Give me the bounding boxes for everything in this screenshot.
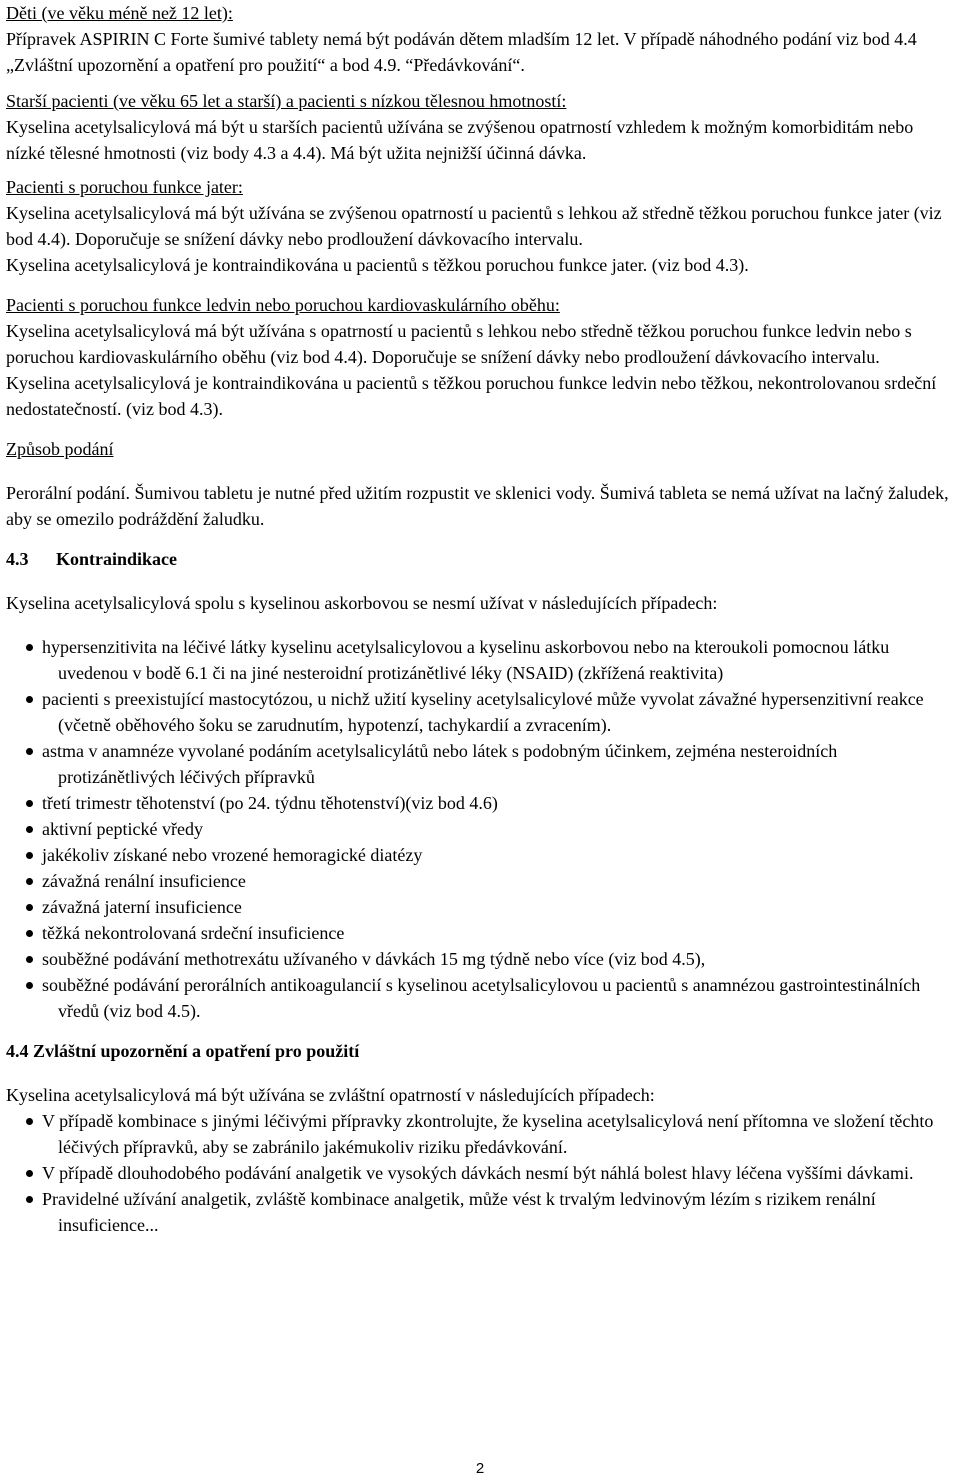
list-item: hypersenzitivita na léčivé látky kyselinu acetylsalicylovou a kyselinu askorbovou nebo na kteroukoli pomocnou látku uvedenou v bodě 6.1 či na jiné nesteroidní protizánětlivé léky (NSAID) (zkřížená reaktivita) [6, 634, 956, 686]
section-4-3-title: Kontraindikace [56, 549, 178, 569]
list-item: souběžné podávání perorálních antikoagulancií s kyselinou acetylsalicylovou u pacientů s anamnézou gastrointestinálních vředů (viz bod 4.5). [6, 972, 956, 1024]
contraindication-list [6, 634, 956, 1024]
bullet-icon [26, 1170, 33, 1177]
kidney-heading: Pacienti s poruchou funkce ledvin nebo poruchou kardiovaskulárního oběhu: [6, 295, 560, 315]
list-item: astma v anamnéze vyvolané podáním acetylsalicylátů nebo látek s podobným účinkem, zejména nesteroidních protizánětlivých léčivých přípravků [6, 738, 956, 790]
list-item: souběžné podávání methotrexátu užívaného v dávkách 15 mg týdně nebo více (viz bod 4.5), [6, 946, 956, 972]
list-item: jakékoliv získané nebo vrozené hemoragické diatézy [6, 842, 956, 868]
bullet-icon [26, 800, 33, 807]
kidney-text-2: Kyselina acetylsalicylová je kontraindikována u pacientů s těžkou poruchou funkce ledvin nebo těžkou, nekontrolovanou srdeční nedostatečností. (viz bod 4.3). [6, 373, 937, 419]
precaution-list [6, 1108, 956, 1238]
bullet-icon [26, 956, 33, 963]
page-number: 2 [475, 1460, 485, 1477]
bullet-icon [26, 826, 33, 833]
list-item: závažná jaterní insuficience [6, 894, 956, 920]
section-4-3-intro: Kyselina acetylsalicylová spolu s kyselinou askorbovou se nesmí užívat v následujících případech: [6, 593, 718, 613]
administration-heading: Způsob podání [6, 439, 114, 459]
elderly-text: Kyselina acetylsalicylová má být u starších pacientů užívána se zvýšenou opatrností vzhledem k možným komorbiditám nebo nízké tělesné hmotnosti (viz body 4.3 a 4.4). Má být užita nejnižší účinná dávka. [6, 117, 914, 163]
section-4-4-intro: Kyselina acetylsalicylová má být užívána se zvláštní opatrností v následujících případech: [6, 1085, 655, 1105]
bullet-icon [26, 1118, 33, 1125]
elderly-heading: Starší pacienti (ve věku 65 let a starší) a pacienti s nízkou tělesnou hmotností: [6, 91, 567, 111]
list-item: Pravidelné užívání analgetik, zvláště kombinace analgetik, může vést k trvalým ledvinovým lézím s rizikem renální insuficience... [6, 1186, 956, 1238]
bullet-icon [26, 982, 33, 989]
liver-text-2: Kyselina acetylsalicylová je kontraindikována u pacientů s těžkou poruchou funkce jater. (viz bod 4.3). [6, 255, 749, 275]
list-item: závažná renální insuficience [6, 868, 956, 894]
bullet-icon [26, 1196, 33, 1203]
liver-heading: Pacienti s poruchou funkce jater: [6, 177, 243, 197]
bullet-icon [26, 852, 33, 859]
list-item: aktivní peptické vředy [6, 816, 956, 842]
bullet-icon [26, 696, 33, 703]
liver-text: Kyselina acetylsalicylová má být užívána se zvýšenou opatrností u pacientů s lehkou až středně těžkou poruchou funkce jater (viz bod 4.4). Doporučuje se snížení dávky nebo prodloužení dávkovacího intervalu. [6, 203, 942, 249]
list-item: V případě dlouhodobého podávání analgetik ve vysokých dávkách nesmí být náhlá bolest hlavy léčena vyššími dávkami. [6, 1160, 956, 1186]
document-page [6, 0, 956, 1238]
kidney-text: Kyselina acetylsalicylová má být užívána s opatrností u pacientů s lehkou nebo středně těžkou poruchou funkce ledvin nebo s poruchou kardiovaskulárního oběhu (viz bod 4.4). Doporučuje se snížení dávky nebo prodloužení dávkovacího intervalu. [6, 321, 912, 367]
children-heading: Děti (ve věku méně než 12 let): [6, 3, 233, 23]
section-4-4-heading: 4.4 Zvláštní upozornění a opatření pro použití [6, 1041, 360, 1061]
bullet-icon [26, 748, 33, 755]
list-item: V případě kombinace s jinými léčivými přípravky zkontrolujte, že kyselina acetylsalicylová není přítomna ve složení těchto léčivých přípravků, aby se zabránilo jakémukoliv riziku předávkování. [6, 1108, 956, 1160]
section-4-3-heading [6, 546, 956, 572]
children-text: Přípravek ASPIRIN C Forte šumivé tablety nemá být podáván dětem mladším 12 let. V případě náhodného podání viz bod 4.4 „Zvláštní upozornění a opatření pro použití“ a bod 4.9. “Předávkování“. [6, 29, 917, 75]
list-item: těžká nekontrolovaná srdeční insuficience [6, 920, 956, 946]
bullet-icon [26, 904, 33, 911]
administration-text: Perorální podání. Šumivou tabletu je nutné před užitím rozpustit ve sklenici vody. Šumivá tableta se nemá užívat na lačný žaludek, aby se omezilo podráždění žaludku. [6, 483, 949, 529]
list-item: třetí trimestr těhotenství (po 24. týdnu těhotenství)(viz bod 4.6) [6, 790, 956, 816]
list-item: pacienti s preexistující mastocytózou, u nichž užití kyseliny acetylsalicylové může vyvolat závažné hypersenzitivní reakce (včetně oběhového šoku se zarudnutím, hypotenzí, tachykardií a zvracením). [6, 686, 956, 738]
section-4-3-number: 4.3 [6, 549, 29, 569]
bullet-icon [26, 878, 33, 885]
bullet-icon [26, 644, 33, 651]
bullet-icon [26, 930, 33, 937]
